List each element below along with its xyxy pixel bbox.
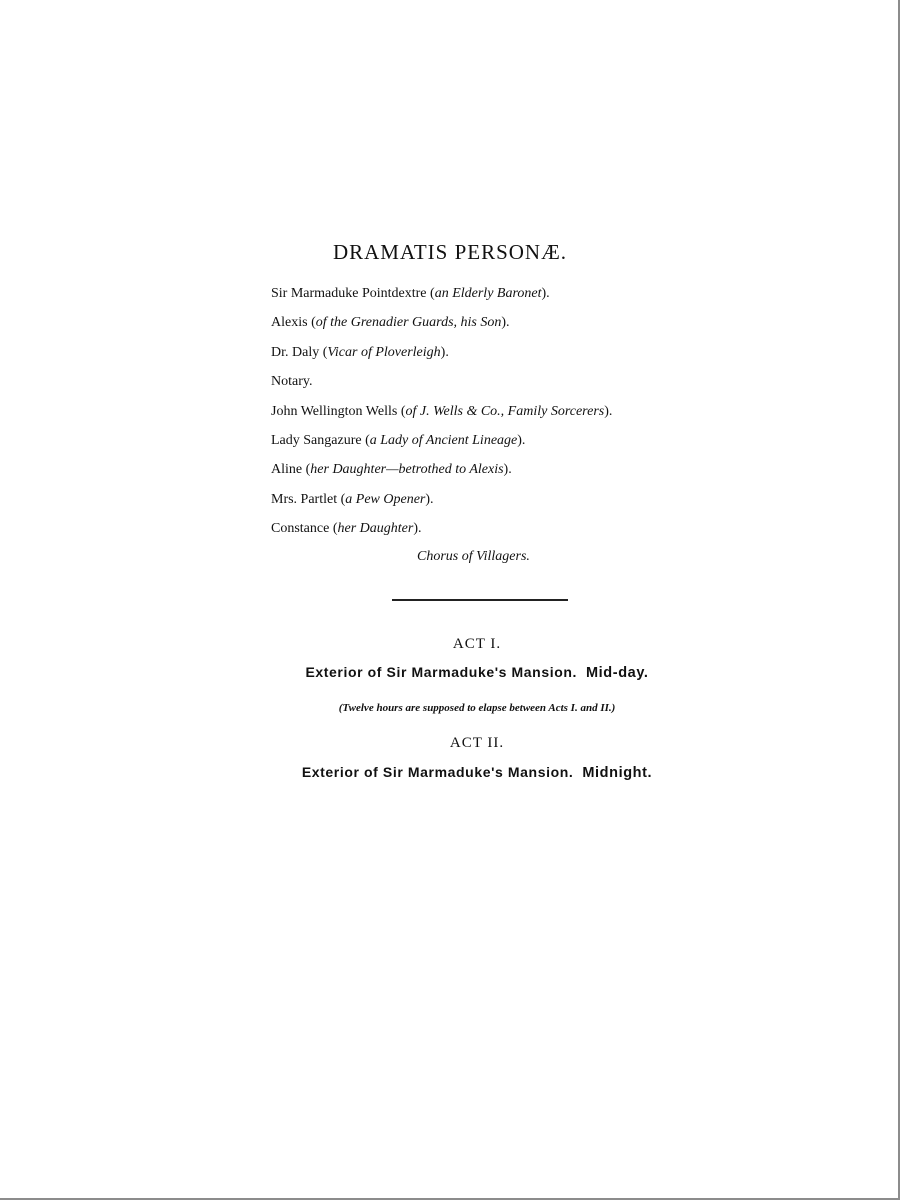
character-role: Vicar of Ploverleigh bbox=[327, 344, 441, 360]
character-role: of the Grenadier Guards, his Son bbox=[315, 315, 502, 331]
cast-item: Mrs. Partlet (a Pew Opener). bbox=[271, 491, 434, 507]
character-name: Aline bbox=[271, 462, 303, 478]
scene-time: Mid-day. bbox=[586, 665, 649, 681]
act-heading: ACT II. bbox=[449, 735, 505, 751]
character-name: Sir Marmaduke Pointdextre bbox=[271, 286, 427, 301]
character-name: Constance bbox=[271, 521, 330, 537]
cast-item: Lady Sangazure (a Lady of Ancient Lineage). bbox=[271, 432, 526, 448]
interval-note: (Twelve hours are supposed to elapse between Acts I. and II.) bbox=[338, 702, 616, 714]
character-name: Lady Sangazure bbox=[271, 432, 362, 448]
cast-item: Constance (her Daughter). bbox=[271, 521, 422, 537]
cast-item: Sir Marmaduke Pointdextre (an Elderly Baronet). bbox=[271, 286, 550, 301]
page-title: DRAMATIS PERSONÆ. bbox=[332, 240, 568, 264]
character-name: John Wellington Wells bbox=[271, 403, 398, 419]
character-role: her Daughter bbox=[337, 521, 414, 537]
cast-item: Dr. Daly (Vicar of Ploverleigh). bbox=[271, 344, 449, 360]
cast-item: Alexis (of the Grenadier Guards, his Son). bbox=[271, 315, 510, 331]
cast-item: Aline (her Daughter—betrothed to Alexis). bbox=[271, 462, 512, 478]
character-role: a Lady of Ancient Lineage bbox=[369, 432, 518, 448]
character-name: Alexis bbox=[271, 315, 308, 331]
character-role: a Pew Opener bbox=[345, 491, 426, 507]
act-scene bbox=[0, 764, 900, 781]
character-role: of J. Wells & Co., Family Sorcerers bbox=[405, 403, 605, 419]
chorus-line: Chorus of Villagers. bbox=[417, 549, 530, 564]
character-name: Mrs. Partlet bbox=[271, 491, 338, 507]
character-name: Notary. bbox=[271, 374, 313, 390]
scene-setting: Exterior of Sir Marmaduke's Mansion. bbox=[305, 664, 578, 680]
act-heading: ACT I. bbox=[452, 636, 502, 652]
scene-time: Midnight. bbox=[582, 765, 653, 781]
cast-item: John Wellington Wells (of J. Wells & Co., Family Sorcerers). bbox=[271, 403, 613, 419]
cast-list bbox=[271, 284, 612, 549]
character-role: her Daughter—betrothed to Alexis bbox=[310, 462, 504, 478]
character-role: an Elderly Baronet bbox=[434, 286, 542, 301]
act-scene bbox=[0, 664, 900, 681]
cast-item bbox=[271, 372, 612, 401]
scene-setting: Exterior of Sir Marmaduke's Mansion. bbox=[301, 764, 574, 780]
character-name: Dr. Daly bbox=[271, 344, 320, 360]
section-divider bbox=[392, 599, 568, 601]
